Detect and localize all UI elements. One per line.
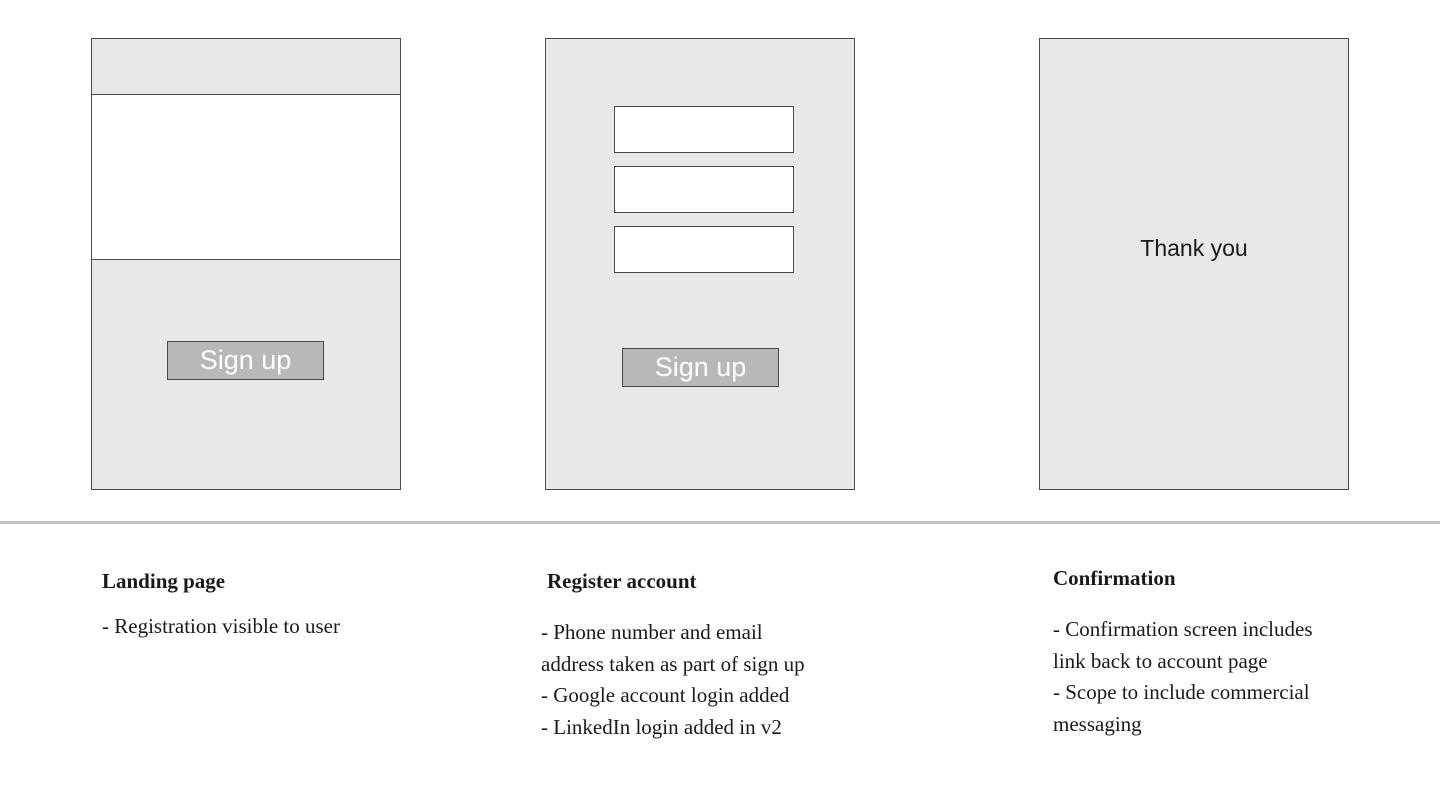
register-account-notes — [541, 567, 805, 743]
note-line: - Confirmation screen includes — [1053, 617, 1313, 641]
landing-page-notes — [102, 567, 340, 643]
landing-page-title: Landing page — [102, 569, 226, 593]
note-line: link back to account page — [1053, 648, 1268, 673]
thank-you-message: Thank you — [1140, 235, 1248, 261]
section-divider — [0, 521, 1440, 524]
register-account-wireframe — [545, 38, 855, 490]
landing-page-wireframe — [91, 38, 401, 490]
register-sign-up-button[interactable]: Sign up — [622, 348, 779, 387]
confirmation-title: Confirmation — [1053, 566, 1176, 590]
confirmation-wireframe — [1039, 38, 1349, 490]
note-line: - Google account login added — [541, 683, 790, 707]
confirmation-description — [1053, 614, 1313, 740]
register-account-title: Register account — [547, 569, 697, 593]
note-line: - Scope to include commercial — [1053, 680, 1310, 704]
landing-sign-up-button[interactable]: Sign up — [167, 341, 324, 380]
landing-page-description — [102, 611, 340, 643]
register-input-field-2[interactable] — [614, 166, 794, 213]
note-line: - Registration visible to user — [102, 614, 340, 638]
hero-image-placeholder — [91, 94, 401, 260]
confirmation-notes — [1053, 564, 1313, 740]
register-input-field-1[interactable] — [614, 106, 794, 153]
register-account-description — [541, 617, 805, 743]
note-line: address taken as part of sign up — [541, 651, 805, 676]
note-line: messaging — [1053, 711, 1142, 736]
note-line: - LinkedIn login added in v2 — [541, 714, 782, 739]
register-input-field-3[interactable] — [614, 226, 794, 273]
note-line: - Phone number and email — [541, 620, 763, 644]
